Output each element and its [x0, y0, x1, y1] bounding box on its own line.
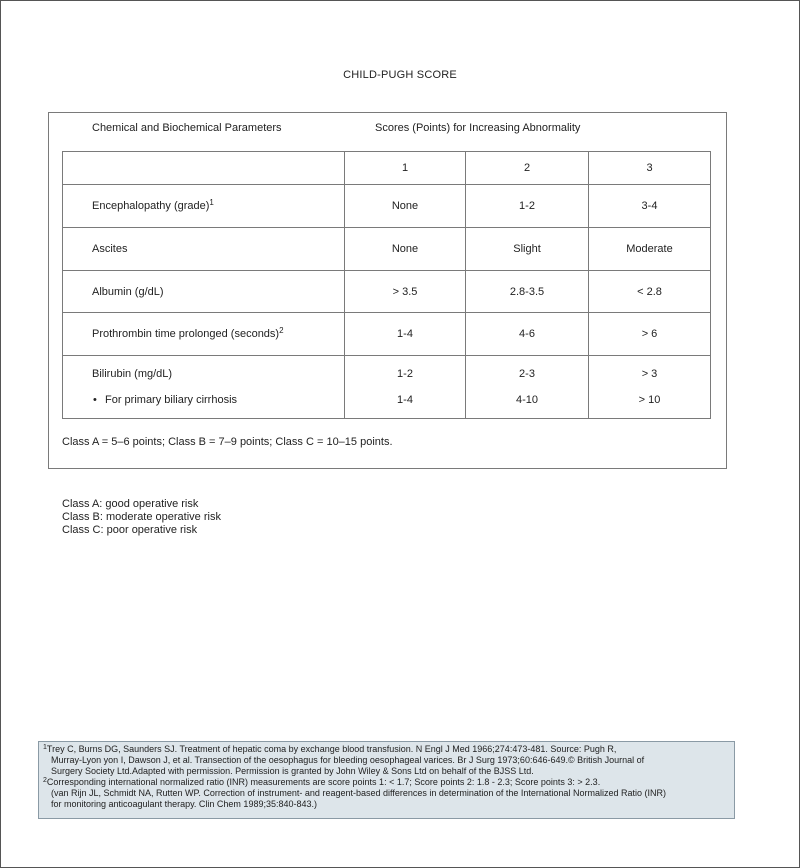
row-label: Ascites [63, 228, 345, 271]
operative-risk-list [62, 498, 221, 537]
score-cell [589, 356, 711, 419]
pbc-value: 4-10 [515, 394, 539, 406]
class-points-line: Class A = 5–6 points; Class B = 7–9 points; Class C = 10–15 points. [62, 436, 393, 448]
scores-header: Scores (Points) for Increasing Abnormality [375, 122, 581, 134]
references-box [38, 741, 735, 819]
table-row-albumin [63, 271, 711, 313]
child-pugh-table [62, 151, 711, 419]
score-cell: 1-2 [466, 185, 589, 228]
column-header-1: 1 [345, 152, 466, 185]
score-cell: > 6 [589, 313, 711, 356]
bilirubin-value: 1-2 [397, 368, 413, 380]
column-header-2: 2 [466, 152, 589, 185]
bilirubin-label: Bilirubin (mg/dL) [92, 368, 173, 380]
reference-2-line-2: (van Rijn JL, Schmidt NA, Rutten WP. Correction of instrument- and reagent-based differences in determination of the International Normalized Ratio (INR) [51, 788, 666, 798]
page-title: CHILD-PUGH SCORE [343, 69, 457, 81]
sub-label-text: For primary biliary cirrhosis [105, 394, 238, 406]
pbc-value: > 10 [638, 394, 661, 406]
table-row-ascites [63, 228, 711, 271]
score-cell: 1-4 [345, 313, 466, 356]
reference-text: Trey C, Burns DG, Saunders SJ. Treatment of hepatic coma by exchange blood transfusion. N Engl J Med 1966;274:473-481. Source: Pugh R, [46, 744, 617, 754]
score-cell: Moderate [589, 228, 711, 271]
row-label: Albumin (g/dL) [63, 271, 345, 313]
row-label [63, 356, 345, 419]
table-row-bilirubin [63, 356, 711, 419]
score-cell: > 3.5 [345, 271, 466, 313]
empty-header-cell [63, 152, 345, 185]
footnote-marker: 1 [209, 198, 214, 207]
bilirubin-sub-label [92, 387, 344, 413]
reference-1-line-1 [43, 744, 730, 755]
risk-item: Class B: moderate operative risk [62, 511, 221, 523]
row-label [63, 313, 345, 356]
bilirubin-value: 2-3 [519, 368, 535, 380]
score-cell: 3-4 [589, 185, 711, 228]
score-cell [466, 356, 589, 419]
parameters-header: Chemical and Biochemical Parameters [92, 122, 282, 134]
score-cell: 4-6 [466, 313, 589, 356]
reference-2-line-3: for monitoring anticoagulant therapy. Clin Chem 1989;35:840-843.) [51, 799, 317, 809]
row-label [63, 185, 345, 228]
footnote-marker: 1 [43, 744, 47, 751]
pbc-value: 1-4 [397, 394, 413, 406]
risk-item: Class C: poor operative risk [62, 524, 198, 536]
column-header-3: 3 [589, 152, 711, 185]
footnote-marker: 2 [279, 326, 284, 335]
risk-item: Class A: good operative risk [62, 498, 199, 510]
reference-1-line-2: Murray-Lyon yon I, Dawson J, et al. Transection of the oesophagus for bleeding oesophageal varices. Br J Surg 1973;60:646-649.© British Journal of [51, 755, 645, 765]
table-row-encephalopathy [63, 185, 711, 228]
score-cell: None [345, 228, 466, 271]
bullet-icon: • [93, 394, 97, 406]
score-cell: Slight [466, 228, 589, 271]
score-cell: None [345, 185, 466, 228]
score-cell [345, 356, 466, 419]
score-cell: 2.8-3.5 [466, 271, 589, 313]
reference-text: Corresponding international normalized ratio (INR) measurements are score points 1: < 1.7; Score points 2: 1.8 - 2.3; Score points 3: > 2.3. [46, 777, 601, 787]
bilirubin-value: > 3 [641, 368, 658, 380]
row-label-text: Encephalopathy (grade) [92, 200, 210, 212]
table-header-row [63, 152, 711, 185]
reference-1-line-3: Surgery Society Ltd.Adapted with permission. Permission is granted by John Wiley & Sons Ltd on behalf of the BJSS Ltd. [51, 766, 534, 776]
footnote-marker: 2 [43, 777, 47, 784]
table-row-prothrombin [63, 313, 711, 356]
score-cell: < 2.8 [589, 271, 711, 313]
reference-2-line-1 [43, 777, 730, 788]
row-label-text: Prothrombin time prolonged (seconds) [92, 328, 280, 340]
